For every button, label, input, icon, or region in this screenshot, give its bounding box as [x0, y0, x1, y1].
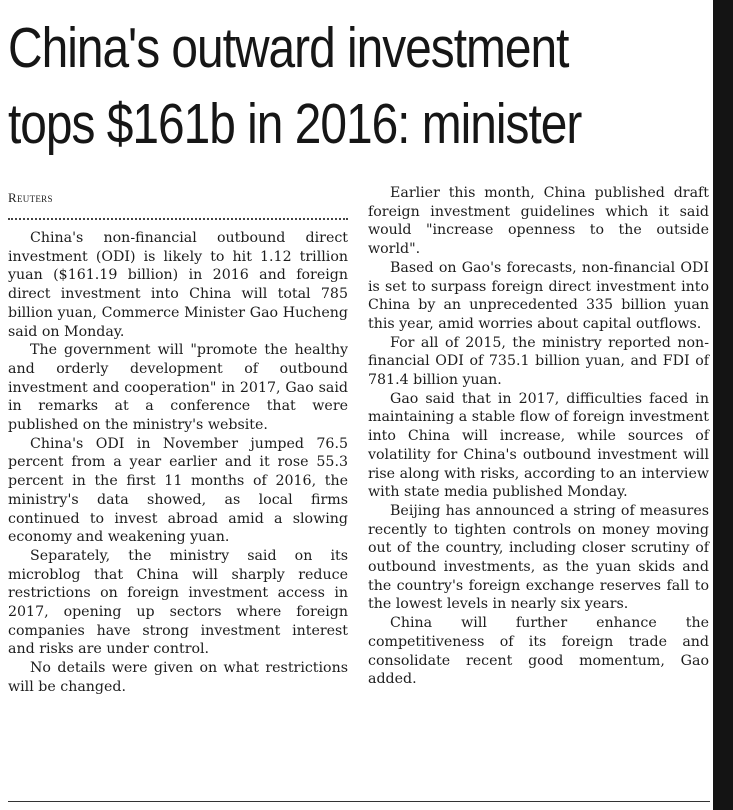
paragraph: Gao said that in 2017, difficulties faced in maintaining a stable flow of foreign investment into China will increase, while sources of volatility for China's outbound investment will rise along with risks, according to an interview with state media published Monday. — [368, 390, 709, 501]
byline-dotted-rule — [8, 218, 348, 220]
article-headline — [8, 10, 596, 162]
paragraph: No details were given on what restrictions will be changed. — [8, 660, 348, 695]
article-column-left — [8, 229, 348, 697]
paragraph: China's ODI in November jumped 76.5 percent from a year earlier and it rose 55.3 percent in the first 11 months of 2016, the ministry's data showed, as local firms continued to invest abroad amid a slowing economy and weakening yuan. — [8, 435, 348, 546]
headline-line-2: tops $161b in 2016: minister — [8, 92, 582, 156]
page-edge-band — [713, 0, 733, 810]
headline-line-1: China's outward investment — [8, 16, 569, 80]
paragraph: China's non-financial outbound direct investment (ODI) is likely to hit 1.12 trillion yuan ($161.19 billion) in 2016 and foreign direct investment into China will total 785 billion yuan, Commerce Minister Gao Hucheng said on Monday. — [8, 230, 348, 340]
paragraph: For all of 2015, the ministry reported non-financial ODI of 735.1 billion yuan, and FDI of 781.4 billion yuan. — [368, 334, 709, 389]
article-column-right — [368, 184, 709, 689]
paragraph: Based on Gao's forecasts, non-financial ODI is set to surpass foreign direct investment into China by an unprecedented 335 billion yuan this year, amid worries about capital outflows. — [368, 259, 709, 332]
bottom-rule — [8, 801, 710, 802]
article-byline: Reuters — [8, 190, 53, 205]
paragraph: Beijing has announced a string of measures recently to tighten controls on money moving out of the country, including closer scrutiny of outbound investments, as the yuan skids and the country's foreign exchange reserves fall to the lowest levels in nearly six years. — [368, 502, 709, 613]
paragraph: Earlier this month, China published draft foreign investment guidelines which it said would "increase openness to the outside world". — [368, 185, 709, 258]
paragraph: Separately, the ministry said on its microblog that China will sharply reduce restrictions on foreign investment access in 2017, opening up sectors where foreign companies have strong investment interest and risks are under control. — [8, 547, 348, 658]
paragraph: China will further enhance the competitiveness of its foreign trade and consolidate recent good momentum, Gao added. — [368, 615, 709, 688]
paragraph: The government will "promote the healthy and orderly development of outbound investment and cooperation" in 2017, Gao said in remarks at a conference that were published on the ministry's website. — [8, 342, 348, 434]
